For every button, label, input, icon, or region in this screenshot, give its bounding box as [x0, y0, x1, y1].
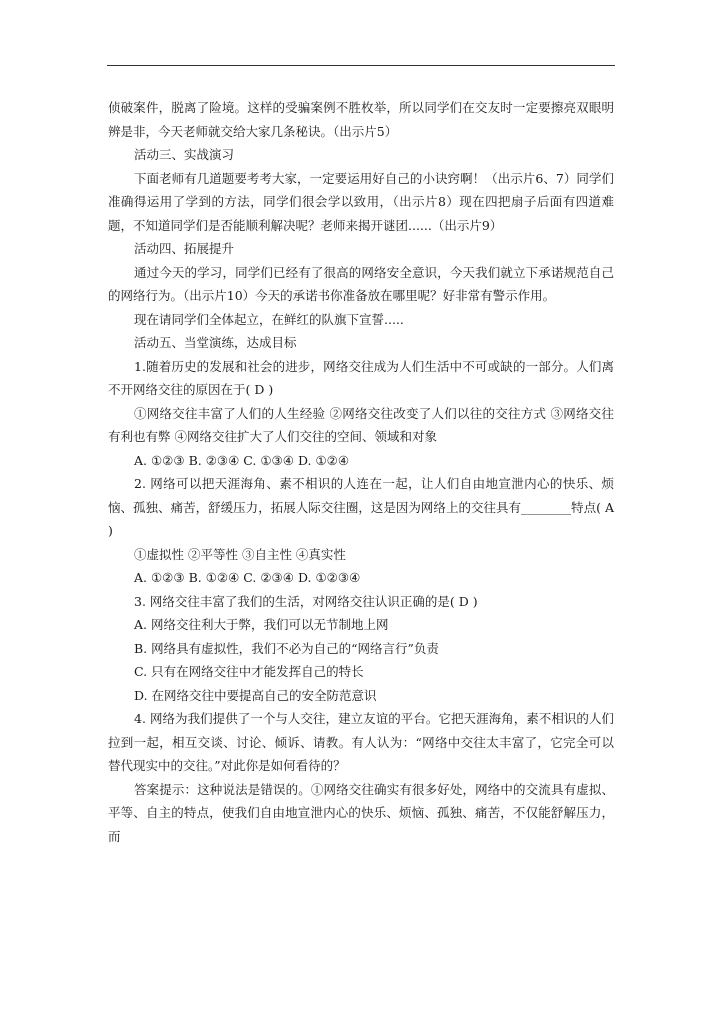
- question-3-option-b: B. 网络具有虚拟性，我们不必为自己的“网络言行”负责: [134, 640, 439, 656]
- heading-activity-4: 活动四、拓展提升: [134, 241, 235, 256]
- question-2: 2. 网络可以把天涯海角、素不相识的人连在一起，让人们自由地宣泄内心的快乐、烦恼、孤独、痛苦，舒缓压力，拓展人际交往圈，这是因为网络上的交往具有________特点( A ): [108, 476, 614, 538]
- question-1: 1.随着历史的发展和社会的进步，网络交往成为人们生活中不可或缺的一部分。人们离不开网络交往的原因在于( D ): [108, 358, 614, 397]
- heading-activity-5: 活动五、当堂演练，达成目标: [134, 335, 297, 350]
- paragraph-activity-3: 下面老师有几道题要考考大家，一定要运用好自己的小诀窍啊！（出示片6、7）同学们准确得运用了学到的方法，同学们很会学以致用，（出示片8）现在四把扇子后面有四道难题，不知道同学们是否能顺利解决呢？老师来揭开谜团......（出示片9）: [108, 170, 614, 233]
- question-3: 3. 网络交往丰富了我们的生活，对网络交往认识正确的是( D ): [134, 593, 478, 609]
- question-2-options: A. ①②③ B. ①②④ C. ②③④ D. ①②③④: [134, 570, 361, 585]
- paragraph-continuation: 侦破案件，脱离了险境。这样的受骗案例不胜枚举，所以同学们在交友时一定要擦亮双眼明辨是非，今天老师就交给大家几条秘诀。（出示片5）: [108, 100, 614, 139]
- paragraph-activity-4: 通过今天的学习，同学们已经有了很高的网络安全意识，今天我们就立下承诺规范自己的网络行为。（出示片10）今天的承诺书你准备放在哪里呢？好非常有警示作用。: [108, 264, 614, 303]
- answer-hint: 答案提示：这种说法是错误的。①网络交往确实有很多好处，网络中的交流具有虚拟、平等、自主的特点，使我们自由地宣泄内心的快乐、烦恼、孤独、痛苦，不仅能舒解压力，而: [108, 781, 614, 844]
- document-body: [108, 96, 614, 848]
- question-1-options: A. ①②③ B. ②③④ C. ①③④ D. ①②④: [134, 452, 350, 468]
- paragraph-oath: 现在请同学们全体起立，在鲜红的队旗下宣誓.....: [134, 311, 404, 327]
- question-4: 4. 网络为我们提供了一个与人交往，建立友谊的平台。它把天涯海角，素不相识的人们拉到一起，相互交谈、讨论、倾诉、请教。有人认为：“网络中交往太丰富了，它完全可以替代现实中的交往。”对此你是如何看待的？: [108, 711, 614, 773]
- question-3-option-a: A. 网络交往利大于弊，我们可以无节制地上网: [134, 617, 389, 632]
- heading-activity-3: 活动三、实战演习: [134, 147, 235, 162]
- question-3-option-c: C. 只有在网络交往中才能发挥自己的特长: [134, 664, 364, 679]
- question-3-option-d: D. 在网络交往中要提高自己的安全防范意识: [134, 687, 377, 703]
- question-2-statements: ①虚拟性 ②平等性 ③自主性 ④真实性: [134, 546, 346, 562]
- question-1-statements: ①网络交往丰富了人们的人生经验 ②网络交往改变了人们以往的交往方式 ③网络交往有利也有弊 ④网络交往扩大了人们交往的空间、领域和对象: [108, 405, 614, 444]
- header-rule: [107, 65, 615, 66]
